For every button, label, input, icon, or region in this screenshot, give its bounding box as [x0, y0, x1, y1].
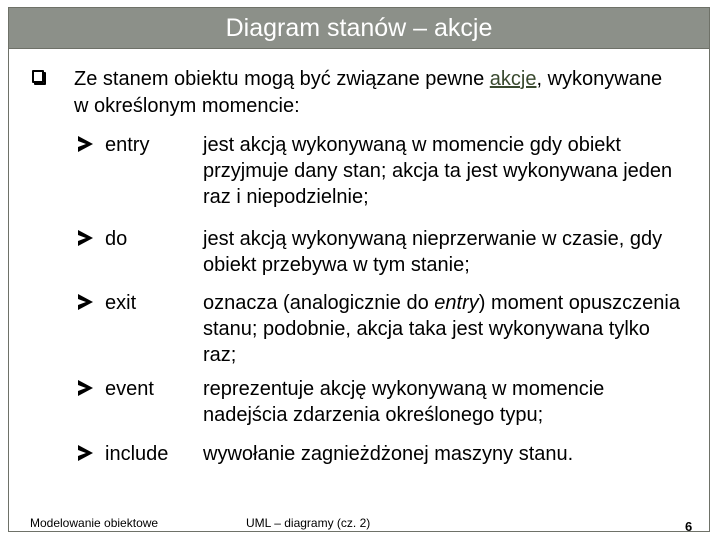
arrow-bullet-icon: [78, 380, 93, 396]
footer-course: Modelowanie obiektowe: [30, 516, 159, 530]
intro-paragraph: [74, 66, 674, 120]
footer-topic: UML – diagramy (cz. 2): [246, 516, 371, 530]
item-description: jest akcją wykonywaną w momencie gdy obiekt przyjmuje dany stan; akcja ta jest wykonywana jeden raz i niepodzielnie;: [203, 134, 673, 208]
item-description-part: oznacza (analogicznie do: [203, 292, 435, 314]
intro-text-end: , wykonywane w określonym momencie:: [74, 68, 663, 117]
page-number: 6: [685, 519, 693, 534]
item-term: entry: [105, 134, 150, 156]
item-description: wywołanie zagnieżdżonej maszyny stanu.: [203, 443, 574, 465]
item-description: jest akcją wykonywaną nieprzerwanie w czasie, gdy obiekt przebywa w tym stanie;: [203, 228, 663, 276]
item-term: do: [105, 228, 128, 250]
arrow-bullet-icon: [78, 136, 93, 152]
slide-title: [8, 7, 710, 49]
item-term: event: [105, 378, 154, 400]
item-description: reprezentuje akcję wykonywaną w momencie nadejścia zdarzenia określonego typu;: [203, 378, 605, 426]
arrow-bullet-icon: [78, 294, 93, 310]
item-description-italic: entry: [434, 292, 479, 314]
square-bullet-icon: [32, 70, 44, 83]
arrow-bullet-icon: [78, 445, 93, 461]
akcje-link[interactable]: akcje: [489, 68, 537, 90]
arrow-bullet-icon: [78, 230, 93, 246]
item-term: exit: [105, 292, 137, 314]
item-description-part: ) moment opuszczenia stanu; podobnie, akcja taka jest wykonywana tylko raz;: [203, 292, 680, 366]
item-term: include: [105, 443, 169, 465]
item-description: [203, 290, 683, 368]
intro-text: Ze stanem obiektu mogą być związane pewne: [74, 68, 490, 90]
slide-title-text: Diagram stanów – akcje: [225, 13, 493, 42]
